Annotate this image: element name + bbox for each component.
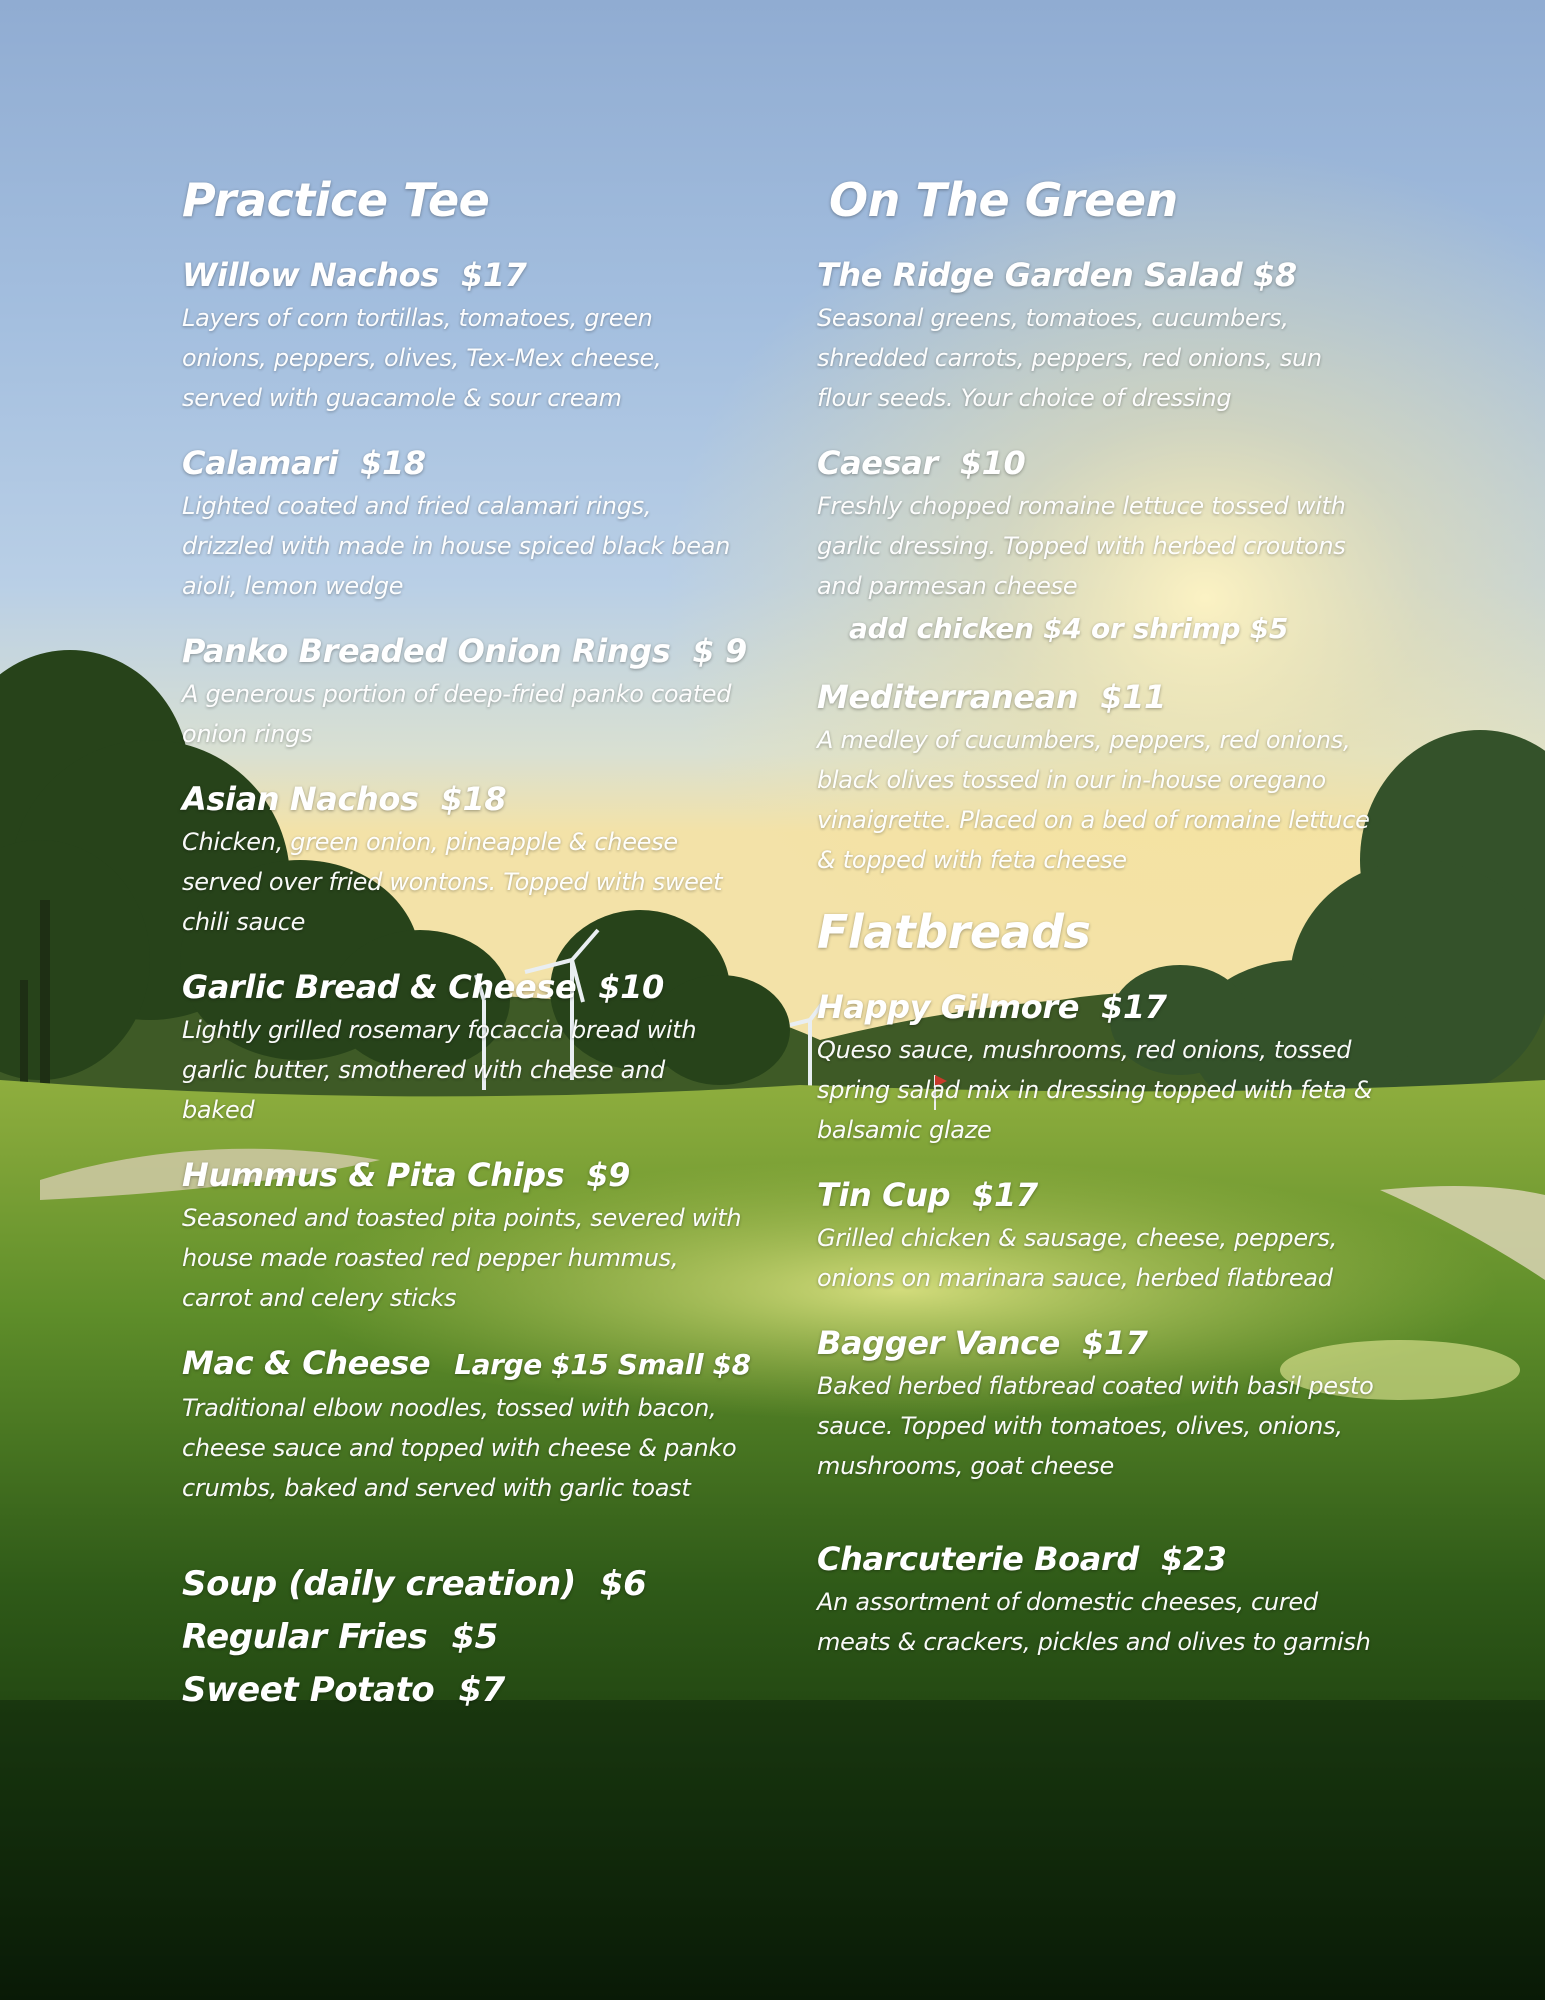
- item-price: $23: [1160, 1540, 1227, 1578]
- item-name: Garlic Bread & Cheese: [182, 968, 577, 1006]
- menu-item: [182, 628, 747, 754]
- item-price: $18: [360, 444, 426, 482]
- item-description: Seasoned and toasted pita points, severed with house made roasted red pepper hummus, carrot and celery sticks: [182, 1204, 742, 1312]
- menu-item: [817, 1536, 1377, 1662]
- item-description: Queso sauce, mushrooms, red onions, tossed spring salad mix in dressing topped with feta & balsamic glaze: [817, 1036, 1373, 1144]
- side-item: [182, 1611, 742, 1664]
- item-price: $18: [440, 780, 507, 818]
- item-name: Bagger Vance: [817, 1324, 1060, 1362]
- item-description: Lighted coated and fried calamari rings, drizzled with made in house spiced black bean aioli, lemon wedge: [182, 492, 731, 600]
- item-price: Large $15 Small $8: [454, 1348, 751, 1381]
- item-description: Chicken, green onion, pineapple & cheese served over fried wontons. Topped with sweet chili sauce: [182, 828, 723, 936]
- item-name: Mediterranean: [817, 678, 1079, 716]
- item-name: Panko Breaded Onion Rings: [182, 632, 671, 670]
- menu-item: [817, 252, 1377, 418]
- item-name: Mac & Cheese: [182, 1344, 431, 1382]
- practice-tee-title: Practice Tee: [182, 173, 490, 227]
- side-name: Regular Fries: [182, 1617, 428, 1657]
- side-price: $5: [451, 1617, 498, 1657]
- menu-item: [182, 964, 742, 1130]
- item-description: A generous portion of deep-fried panko coated onion rings: [182, 680, 732, 748]
- item-name: Asian Nachos: [182, 780, 419, 818]
- item-name: Hummus & Pita Chips: [182, 1156, 565, 1194]
- item-description: Traditional elbow noodles, tossed with bacon, cheese sauce and topped with cheese & panko crumbs, baked and served with garlic toast: [182, 1394, 737, 1502]
- menu-item: [182, 1340, 751, 1508]
- item-price: $10: [959, 444, 1026, 482]
- item-price: $11: [1100, 678, 1166, 716]
- item-price: $17: [972, 1176, 1038, 1214]
- side-item: [182, 1558, 742, 1611]
- item-name: The Ridge Garden Salad: [817, 256, 1243, 294]
- item-name: Charcuterie Board: [817, 1540, 1139, 1578]
- item-price: $17: [1101, 988, 1167, 1026]
- item-description: Seasonal greens, tomatoes, cucumbers, shredded carrots, peppers, red onions, sun flour seeds. Your choice of dressing: [817, 304, 1322, 412]
- menu-item: [817, 1320, 1377, 1486]
- on-the-green-column: [817, 170, 1377, 1684]
- side-price: $6: [599, 1564, 647, 1604]
- item-price: $17: [1081, 1324, 1148, 1362]
- item-price: $10: [598, 968, 664, 1006]
- menu-item: [817, 1172, 1377, 1298]
- menu-item: [182, 252, 742, 418]
- menu-item: [817, 440, 1377, 652]
- item-name: Caesar: [817, 444, 938, 482]
- menu-item: [817, 674, 1377, 880]
- item-price: $17: [460, 256, 527, 294]
- item-name: Tin Cup: [817, 1176, 951, 1214]
- item-description: Freshly chopped romaine lettuce tossed with garlic dressing. Topped with herbed croutons and parmesan cheese: [817, 492, 1346, 600]
- side-name: Soup (daily creation): [182, 1564, 576, 1604]
- item-name: Happy Gilmore: [817, 988, 1080, 1026]
- item-price: $8: [1252, 256, 1297, 294]
- item-name: Willow Nachos: [182, 256, 439, 294]
- sides-list: [182, 1558, 742, 1717]
- side-price: $7: [458, 1670, 505, 1710]
- item-description: Baked herbed flatbread coated with basil pesto sauce. Topped with tomatoes, olives, onions, mushrooms, goat cheese: [817, 1372, 1374, 1480]
- on-the-green-title: On The Green: [829, 173, 1178, 227]
- side-name: Sweet Potato: [182, 1670, 435, 1710]
- menu-item: [182, 776, 742, 942]
- menu-item: [182, 440, 742, 606]
- side-item: [182, 1664, 742, 1717]
- item-description: Grilled chicken & sausage, cheese, peppers, onions on marinara sauce, herbed flatbread: [817, 1224, 1337, 1292]
- item-description: Lightly grilled rosemary focaccia bread with garlic butter, smothered with cheese and baked: [182, 1016, 697, 1124]
- item-description: A medley of cucumbers, peppers, red onions, black olives tossed in our in-house oregano vinaigrette. Placed on a bed of romaine lettuce & topped with feta cheese: [817, 726, 1370, 874]
- flatbreads-title: Flatbreads: [817, 905, 1091, 959]
- item-description: An assortment of domestic cheeses, cured meats & crackers, pickles and olives to garnish: [817, 1588, 1371, 1656]
- item-description: Layers of corn tortillas, tomatoes, green onions, peppers, olives, Tex-Mex cheese, served with guacamole & sour cream: [182, 304, 662, 412]
- menu-item: [817, 984, 1377, 1150]
- item-price: $9: [586, 1156, 631, 1194]
- caesar-addon: add chicken $4 or shrimp $5: [849, 612, 1289, 645]
- practice-tee-column: [182, 170, 751, 1717]
- item-name: Calamari: [182, 444, 339, 482]
- item-price: $ 9: [692, 632, 747, 670]
- menu-item: [182, 1152, 742, 1318]
